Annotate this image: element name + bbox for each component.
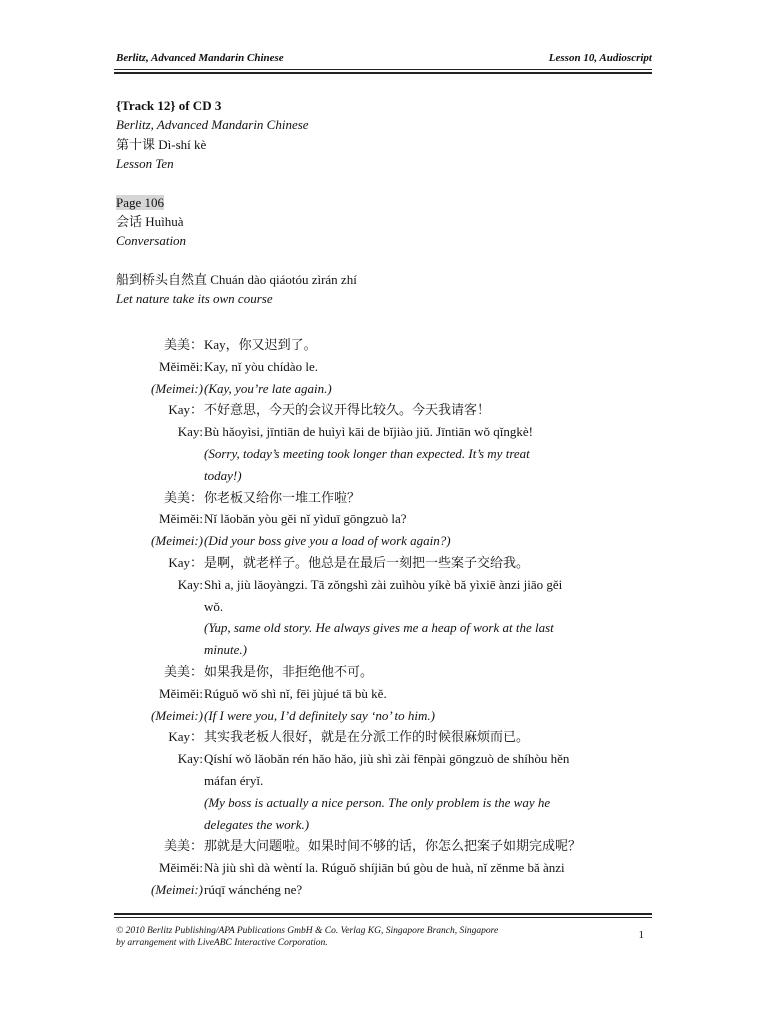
- dialogue-line: [0, 661, 768, 683]
- copyright-line-2: by arrangement with LiveABC Interactive Corporation.: [116, 938, 328, 948]
- footer-rule: [114, 917, 652, 918]
- speaker-label: Kay：: [168, 729, 203, 745]
- dialogue-line: [0, 443, 768, 465]
- speaker-label: (Meimei:): [151, 707, 203, 723]
- dialogue-line: [0, 421, 768, 443]
- dialogue-line: [0, 617, 768, 639]
- utterance-text: (My boss is actually a nice person. The only problem is the way he: [204, 794, 551, 810]
- copyright-line-1: © 2010 Berlitz Publishing/APA Publications GmbH & Co. Verlag KG, Singapore Branch, Singapore: [116, 926, 499, 936]
- track-label: {Track 12} of CD 3: [116, 98, 222, 113]
- dialogue-line: [0, 465, 768, 487]
- section-chinese: 会话 Huìhuà: [116, 214, 184, 230]
- utterance-text: Shì a, jiù lǎoyàngzi. Tā zǒngshì zài zuìhòu yíkè bǎ yìxiē ànzi jiāo gěi: [204, 576, 563, 592]
- header-course-title: Berlitz, Advanced Mandarin Chinese: [116, 52, 284, 64]
- utterance-text: 不好意思，今天的会议开得比较久。今天我请客！: [204, 402, 491, 418]
- footer-rule-thick: [114, 913, 652, 915]
- utterance-text: minute.): [204, 642, 247, 658]
- utterance-text: 其实我老板人很好，就是在分派工作的时候很麻烦而已。: [204, 729, 530, 745]
- page-reference: Page 106: [116, 194, 165, 210]
- utterance-text: Kay，你又迟到了。: [204, 337, 317, 352]
- speaker-label: Kay：: [168, 554, 203, 570]
- copyright-notice: [116, 925, 498, 949]
- dialogue-line: [0, 508, 768, 530]
- utterance-text: today!): [204, 467, 242, 483]
- dialogue-line: [0, 487, 768, 509]
- utterance-text: Nà jiù shì dà wèntí la. Rúguǒ shíjiān bú gòu de huà, nǐ zěnme bǎ ànzi: [204, 860, 565, 876]
- speaker-label: (Meimei:): [151, 533, 203, 549]
- utterance-text: 是啊，就老样子。他总是在最后一刻把一些案子交给我。: [204, 554, 530, 570]
- speaker-label: Kay:: [177, 576, 203, 592]
- utterance-text: Rúguǒ wǒ shì nǐ, fēi jùjué tā bù kě.: [204, 685, 387, 701]
- dialogue-line: [0, 683, 768, 705]
- dialogue-line: [0, 770, 768, 792]
- dialogue-line: [0, 748, 768, 770]
- utterance-text: Kay, nǐ yòu chídào le.: [204, 358, 318, 374]
- dialogue-line: [0, 530, 768, 552]
- utterance-text: Nǐ lǎobǎn yòu gěi nǐ yìduī gōngzuò la?: [204, 511, 407, 527]
- dialogue-line: [0, 639, 768, 661]
- speaker-label: Měiměi:: [158, 511, 203, 527]
- utterance-text: 如果我是你，非拒绝他不可。: [204, 663, 374, 679]
- dialogue-line: [0, 857, 768, 879]
- dialogue-line: [0, 835, 768, 857]
- intro-block: [116, 96, 357, 309]
- utterance-text: Qíshí wǒ lǎobǎn rén hǎo hǎo, jiù shì zài fēnpài gōngzuò de shíhòu hěn: [204, 751, 570, 767]
- speaker-label: 美美：: [163, 337, 203, 352]
- utterance-text: (Kay, you’re late again.): [204, 380, 332, 396]
- utterance-text: (If I were you, I’d definitely say ‘no’ to him.): [204, 707, 435, 723]
- dialogue-line: [0, 705, 768, 727]
- speaker-label: (Meimei:): [151, 881, 203, 897]
- utterance-text: rúqī wánchéng ne?: [204, 881, 303, 897]
- speaker-label: Kay：: [168, 402, 203, 418]
- dialogue-line: [0, 378, 768, 400]
- utterance-text: 那就是大问题啦。如果时间不够的话，你怎么把案子如期完成呢？: [204, 838, 582, 854]
- speaker-label: Měiměi:: [158, 860, 203, 876]
- lesson-chinese: 第十课 Dì-shí kè: [116, 136, 207, 152]
- utterance-text: 你老板又给你一堆工作啦？: [204, 489, 361, 505]
- dialogue-line: [0, 726, 768, 748]
- dialogue-line: [0, 356, 768, 378]
- speaker-label: (Meimei:): [151, 380, 203, 396]
- utterance-text: (Sorry, today’s meeting took longer than expected. It’s my treat: [204, 445, 530, 461]
- header-lesson-title: Lesson 10, Audioscript: [548, 52, 652, 64]
- dialogue-line: [0, 792, 768, 814]
- utterance-text: Bù hǎoyìsi, jīntiān de huìyì kāi de bǐjiào jiǔ. Jīntiān wǒ qǐngkè!: [204, 424, 533, 440]
- speaker-label: Měiměi:: [158, 358, 203, 374]
- dialogue-line: [0, 574, 768, 596]
- header-rule-thick: [114, 72, 652, 74]
- utterance-text: máfan éryǐ.: [204, 772, 264, 788]
- dialogue-line: [0, 552, 768, 574]
- course-name: Berlitz, Advanced Mandarin Chinese: [116, 117, 309, 133]
- speaker-label: Měiměi:: [158, 685, 203, 701]
- dialogue-title-english: Let nature take its own course: [116, 291, 273, 307]
- lesson-english: Lesson Ten: [116, 156, 174, 172]
- speaker-label: 美美：: [163, 489, 203, 505]
- dialogue-line: [0, 399, 768, 421]
- utterance-text: delegates the work.): [204, 816, 310, 832]
- utterance-text: wǒ.: [204, 598, 224, 614]
- section-english: Conversation: [116, 233, 187, 249]
- dialogue-line: [0, 879, 768, 901]
- speaker-label: Kay:: [177, 424, 203, 440]
- dialogue-title-chinese: 船到桥头自然直 Chuán dào qiáotóu zìrán zhí: [116, 271, 357, 287]
- utterance-text: (Yup, same old story. He always gives me a heap of work at the last: [204, 620, 554, 636]
- utterance-text: (Did your boss give you a load of work again?): [204, 533, 451, 549]
- speaker-label: Kay:: [177, 751, 203, 767]
- dialogue-line: [0, 334, 768, 356]
- dialogue-line: [0, 814, 768, 836]
- speaker-label: 美美：: [163, 663, 203, 679]
- speaker-label: 美美：: [163, 838, 203, 854]
- dialogue-line: [0, 596, 768, 618]
- header-rule: [114, 69, 652, 70]
- page-number: 1: [638, 929, 644, 941]
- dialogue-transcript: [0, 334, 768, 901]
